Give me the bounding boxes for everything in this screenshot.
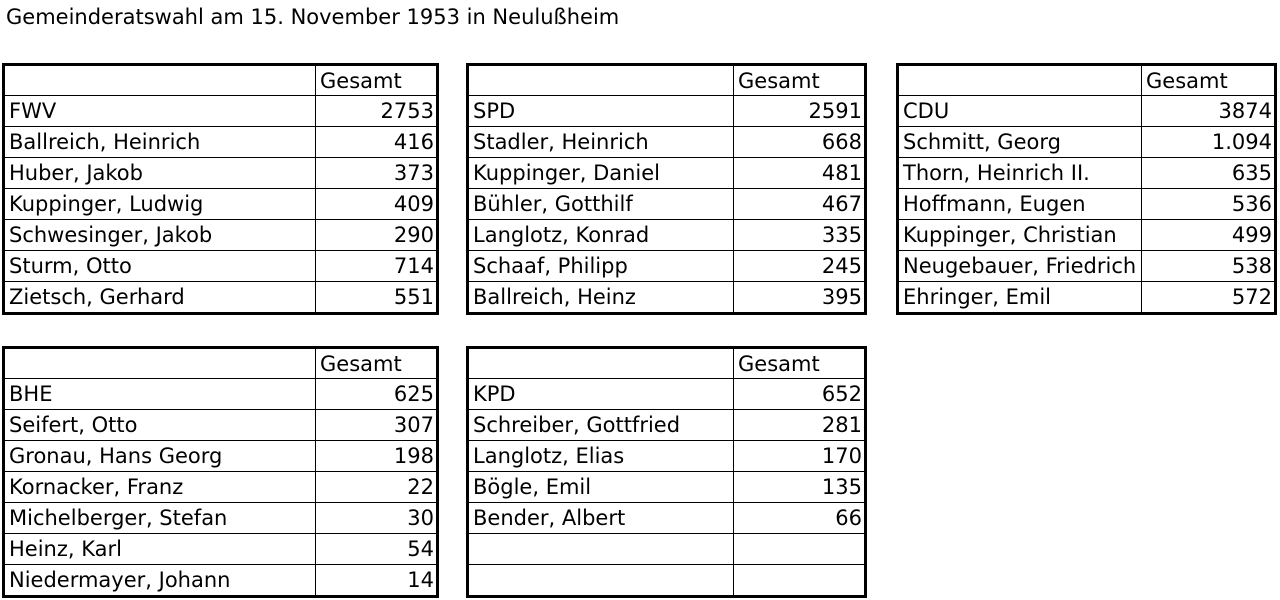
candidate-name: Niedermayer, Johann: [4, 565, 316, 597]
candidate-row: [468, 282, 866, 314]
candidate-votes: 536: [1142, 189, 1276, 220]
candidate-row: [898, 158, 1276, 189]
candidate-name: Michelberger, Stefan: [4, 503, 316, 534]
candidate-votes: 395: [734, 282, 866, 314]
candidate-row: [468, 220, 866, 251]
party-name: FWV: [4, 96, 316, 127]
table-header-row: [4, 348, 438, 379]
column-header: Gesamt: [316, 65, 438, 96]
candidate-name: Kuppinger, Daniel: [468, 158, 734, 189]
party-total: 3874: [1142, 96, 1276, 127]
candidate-votes: 170: [734, 441, 866, 472]
candidate-row: [4, 158, 438, 189]
candidate-votes: 409: [316, 189, 438, 220]
table-header-row: [468, 348, 866, 379]
candidate-row: [4, 410, 438, 441]
candidate-votes: 538: [1142, 251, 1276, 282]
candidate-votes: 572: [1142, 282, 1276, 314]
party-name: CDU: [898, 96, 1142, 127]
candidate-row: [4, 534, 438, 565]
candidate-votes: 307: [316, 410, 438, 441]
candidate-row: [898, 127, 1276, 158]
candidate-name: Schreiber, Gottfried: [468, 410, 734, 441]
candidate-votes: 281: [734, 410, 866, 441]
column-header: Gesamt: [1142, 65, 1276, 96]
candidate-votes: 14: [316, 565, 438, 597]
candidate-name: Kuppinger, Christian: [898, 220, 1142, 251]
candidate-row: [4, 282, 438, 314]
candidate-row: [4, 472, 438, 503]
party-row: [468, 379, 866, 410]
candidate-name: Ehringer, Emil: [898, 282, 1142, 314]
party-row: [4, 379, 438, 410]
candidate-name: Zietsch, Gerhard: [4, 282, 316, 314]
candidate-row: [898, 282, 1276, 314]
candidate-row: [4, 127, 438, 158]
table-header-row: [468, 65, 866, 96]
party-total: 2753: [316, 96, 438, 127]
candidate-name: Schmitt, Georg: [898, 127, 1142, 158]
candidate-row: [4, 441, 438, 472]
party-table-bhe: [2, 346, 439, 598]
candidate-votes: 66: [734, 503, 866, 534]
party-table-kpd: [466, 346, 867, 598]
candidate-votes: 635: [1142, 158, 1276, 189]
candidate-name: Heinz, Karl: [4, 534, 316, 565]
candidate-votes: 499: [1142, 220, 1276, 251]
candidate-name: Kuppinger, Ludwig: [4, 189, 316, 220]
candidate-name: Neugebauer, Friedrich: [898, 251, 1142, 282]
party-table-cdu: [896, 63, 1277, 315]
candidate-name: Huber, Jakob: [4, 158, 316, 189]
party-total: 652: [734, 379, 866, 410]
candidate-votes: 198: [316, 441, 438, 472]
candidate-row: [4, 503, 438, 534]
candidate-row: [898, 251, 1276, 282]
empty-row: [468, 565, 866, 597]
candidate-name: Bühler, Gotthilf: [468, 189, 734, 220]
candidate-name: Thorn, Heinrich II.: [898, 158, 1142, 189]
candidate-votes: 290: [316, 220, 438, 251]
page-title: Gemeinderatswahl am 15. November 1953 in Neulußheim: [6, 5, 620, 29]
candidate-name: Bögle, Emil: [468, 472, 734, 503]
candidate-name: Ballreich, Heinz: [468, 282, 734, 314]
candidate-name: Gronau, Hans Georg: [4, 441, 316, 472]
candidate-row: [4, 565, 438, 597]
candidate-votes: 135: [734, 472, 866, 503]
candidate-row: [468, 441, 866, 472]
party-row: [898, 96, 1276, 127]
candidate-votes: 335: [734, 220, 866, 251]
candidate-votes: 668: [734, 127, 866, 158]
column-header: Gesamt: [734, 65, 866, 96]
candidate-row: [4, 251, 438, 282]
candidate-row: [468, 251, 866, 282]
party-name: BHE: [4, 379, 316, 410]
candidate-votes: 54: [316, 534, 438, 565]
column-header: Gesamt: [734, 348, 866, 379]
candidate-votes: 1.094: [1142, 127, 1276, 158]
candidate-row: [468, 503, 866, 534]
candidate-name: Stadler, Heinrich: [468, 127, 734, 158]
candidate-row: [468, 189, 866, 220]
candidate-name: Schaaf, Philipp: [468, 251, 734, 282]
candidate-votes: 481: [734, 158, 866, 189]
empty-row: [468, 534, 866, 565]
candidate-votes: 714: [316, 251, 438, 282]
party-name: KPD: [468, 379, 734, 410]
table-header-row: [4, 65, 438, 96]
candidate-name: Seifert, Otto: [4, 410, 316, 441]
candidate-row: [468, 127, 866, 158]
candidate-votes: 373: [316, 158, 438, 189]
candidate-row: [898, 220, 1276, 251]
candidate-votes: 551: [316, 282, 438, 314]
candidate-votes: 30: [316, 503, 438, 534]
candidate-name: Ballreich, Heinrich: [4, 127, 316, 158]
party-table-fwv: [2, 63, 439, 315]
candidate-votes: 467: [734, 189, 866, 220]
candidate-name: Langlotz, Elias: [468, 441, 734, 472]
candidate-name: Hoffmann, Eugen: [898, 189, 1142, 220]
candidate-votes: 22: [316, 472, 438, 503]
candidate-votes: 245: [734, 251, 866, 282]
party-total: 625: [316, 379, 438, 410]
candidate-name: Schwesinger, Jakob: [4, 220, 316, 251]
party-row: [4, 96, 438, 127]
candidate-name: Sturm, Otto: [4, 251, 316, 282]
party-row: [468, 96, 866, 127]
column-header: Gesamt: [316, 348, 438, 379]
party-table-spd: [466, 63, 867, 315]
candidate-row: [4, 189, 438, 220]
candidate-row: [468, 410, 866, 441]
party-total: 2591: [734, 96, 866, 127]
candidate-name: Kornacker, Franz: [4, 472, 316, 503]
candidate-row: [898, 189, 1276, 220]
candidate-votes: 416: [316, 127, 438, 158]
party-name: SPD: [468, 96, 734, 127]
table-header-row: [898, 65, 1276, 96]
candidate-row: [4, 220, 438, 251]
candidate-row: [468, 472, 866, 503]
candidate-name: Bender, Albert: [468, 503, 734, 534]
candidate-name: Langlotz, Konrad: [468, 220, 734, 251]
candidate-row: [468, 158, 866, 189]
